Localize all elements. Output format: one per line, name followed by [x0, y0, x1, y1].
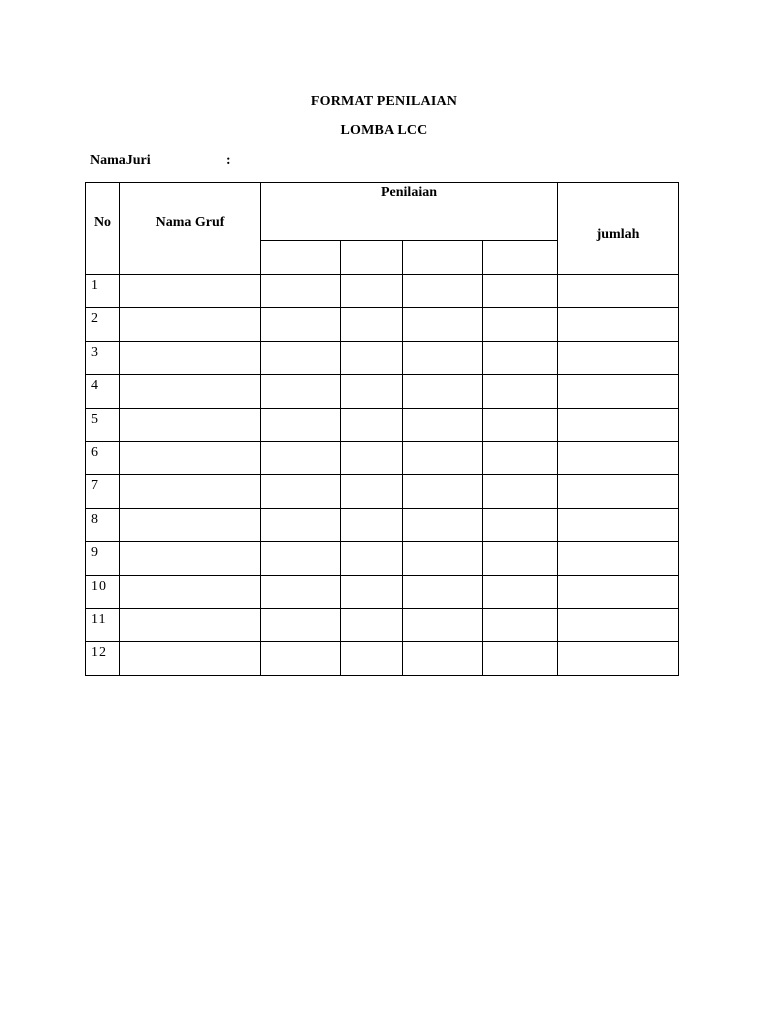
table-row	[86, 308, 679, 341]
cell-nama-gruf[interactable]	[120, 608, 261, 641]
cell-score-1[interactable]	[261, 475, 341, 508]
cell-score-2[interactable]	[341, 508, 403, 541]
cell-score-2[interactable]	[341, 441, 403, 474]
table-row	[86, 508, 679, 541]
row-number: 4	[86, 375, 120, 408]
cell-score-4[interactable]	[483, 542, 558, 575]
cell-nama-gruf[interactable]	[120, 408, 261, 441]
cell-score-4[interactable]	[483, 575, 558, 608]
cell-score-3[interactable]	[403, 408, 483, 441]
judge-name-line	[90, 153, 231, 169]
cell-score-2[interactable]	[341, 341, 403, 374]
cell-nama-gruf[interactable]	[120, 542, 261, 575]
cell-score-4[interactable]	[483, 341, 558, 374]
cell-jumlah[interactable]	[558, 608, 679, 641]
cell-jumlah[interactable]	[558, 341, 679, 374]
table-body	[86, 275, 679, 676]
row-number: 9	[86, 542, 120, 575]
cell-score-2[interactable]	[341, 375, 403, 408]
document-subtitle: LOMBA LCC	[340, 123, 428, 138]
cell-score-3[interactable]	[403, 308, 483, 341]
cell-score-4[interactable]	[483, 275, 558, 308]
cell-jumlah[interactable]	[558, 508, 679, 541]
cell-score-1[interactable]	[261, 308, 341, 341]
cell-score-2[interactable]	[341, 275, 403, 308]
cell-score-1[interactable]	[261, 575, 341, 608]
cell-jumlah[interactable]	[558, 275, 679, 308]
header-no: No	[86, 183, 120, 275]
table-row	[86, 375, 679, 408]
cell-score-2[interactable]	[341, 542, 403, 575]
row-number: 2	[86, 308, 120, 341]
header-penilaian: Penilaian	[261, 183, 558, 241]
cell-score-3[interactable]	[403, 642, 483, 675]
header-score-col-4	[483, 241, 558, 275]
cell-score-3[interactable]	[403, 375, 483, 408]
cell-jumlah[interactable]	[558, 408, 679, 441]
cell-score-1[interactable]	[261, 375, 341, 408]
row-number: 12	[86, 642, 120, 675]
cell-score-1[interactable]	[261, 542, 341, 575]
table-row	[86, 341, 679, 374]
cell-score-4[interactable]	[483, 475, 558, 508]
cell-score-4[interactable]	[483, 375, 558, 408]
row-number: 6	[86, 441, 120, 474]
cell-nama-gruf[interactable]	[120, 508, 261, 541]
judge-label: NamaJuri	[90, 153, 151, 168]
cell-jumlah[interactable]	[558, 441, 679, 474]
cell-nama-gruf[interactable]	[120, 308, 261, 341]
cell-score-3[interactable]	[403, 441, 483, 474]
scoring-table	[85, 182, 679, 676]
cell-score-2[interactable]	[341, 575, 403, 608]
cell-jumlah[interactable]	[558, 642, 679, 675]
cell-score-4[interactable]	[483, 441, 558, 474]
cell-jumlah[interactable]	[558, 308, 679, 341]
table-row	[86, 542, 679, 575]
cell-score-4[interactable]	[483, 408, 558, 441]
table-row	[86, 408, 679, 441]
cell-nama-gruf[interactable]	[120, 441, 261, 474]
cell-jumlah[interactable]	[558, 542, 679, 575]
cell-score-3[interactable]	[403, 275, 483, 308]
document-title: FORMAT PENILAIAN	[310, 94, 458, 109]
row-number: 3	[86, 341, 120, 374]
judge-colon: :	[226, 153, 231, 168]
table-row	[86, 441, 679, 474]
cell-score-4[interactable]	[483, 608, 558, 641]
cell-score-3[interactable]	[403, 475, 483, 508]
cell-nama-gruf[interactable]	[120, 475, 261, 508]
table-row	[86, 608, 679, 641]
cell-jumlah[interactable]	[558, 375, 679, 408]
cell-score-2[interactable]	[341, 642, 403, 675]
cell-nama-gruf[interactable]	[120, 642, 261, 675]
row-number: 1	[86, 275, 120, 308]
cell-score-1[interactable]	[261, 408, 341, 441]
cell-score-3[interactable]	[403, 575, 483, 608]
cell-score-1[interactable]	[261, 508, 341, 541]
cell-jumlah[interactable]	[558, 575, 679, 608]
row-number: 11	[86, 608, 120, 641]
cell-nama-gruf[interactable]	[120, 275, 261, 308]
cell-score-1[interactable]	[261, 275, 341, 308]
cell-score-3[interactable]	[403, 341, 483, 374]
cell-nama-gruf[interactable]	[120, 341, 261, 374]
cell-score-3[interactable]	[403, 508, 483, 541]
cell-jumlah[interactable]	[558, 475, 679, 508]
cell-score-1[interactable]	[261, 441, 341, 474]
row-number: 8	[86, 508, 120, 541]
header-jumlah: jumlah	[558, 183, 679, 275]
cell-score-4[interactable]	[483, 642, 558, 675]
cell-score-2[interactable]	[341, 308, 403, 341]
cell-score-1[interactable]	[261, 341, 341, 374]
header-score-col-2	[341, 241, 403, 275]
row-number: 10	[86, 575, 120, 608]
cell-score-1[interactable]	[261, 642, 341, 675]
cell-score-4[interactable]	[483, 508, 558, 541]
table-row	[86, 275, 679, 308]
cell-score-3[interactable]	[403, 542, 483, 575]
table-row	[86, 475, 679, 508]
cell-nama-gruf[interactable]	[120, 575, 261, 608]
row-number: 5	[86, 408, 120, 441]
header-nama-gruf: Nama Gruf	[120, 183, 261, 275]
cell-score-1[interactable]	[261, 608, 341, 641]
table-row	[86, 575, 679, 608]
cell-score-4[interactable]	[483, 308, 558, 341]
row-number: 7	[86, 475, 120, 508]
header-score-col-3	[403, 241, 483, 275]
header-score-col-1	[261, 241, 341, 275]
cell-score-2[interactable]	[341, 608, 403, 641]
table-row	[86, 642, 679, 675]
cell-score-3[interactable]	[403, 608, 483, 641]
cell-score-2[interactable]	[341, 408, 403, 441]
cell-score-2[interactable]	[341, 475, 403, 508]
cell-nama-gruf[interactable]	[120, 375, 261, 408]
